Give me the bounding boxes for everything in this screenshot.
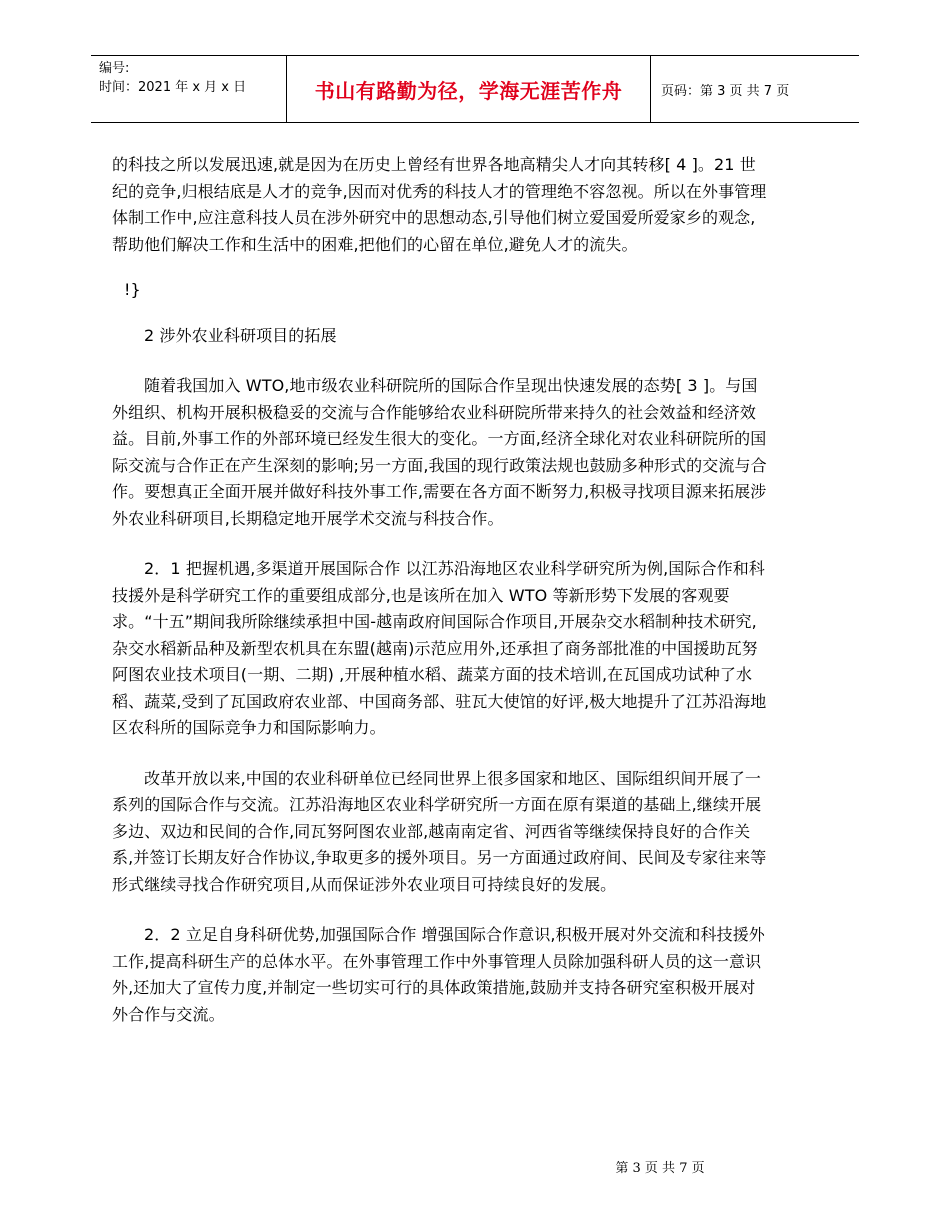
header-meta <box>99 59 285 97</box>
date-line: 时间：2021 年 x 月 x 日 <box>99 80 247 95</box>
page-header <box>91 55 859 123</box>
paragraph-wto: 随着我国加入 WTO,地市级农业科研院所的国际合作呈现出快速发展的态势[ 3 ]。与国外组织、机构开展积极稳妥的交流与合作能够给农业科研院所带来持久的社会效益和经济效益。目前,外事工作的外部环境已经发生很大的变化。一方面,经济全球化对农业科研院所的国际交流与合作正在产生深刻的影响;另一方面,我国的现行政策法规也鼓励多种形式的交流与合作。要想真正全面开展并做好科技外事工作,需要在各方面不断努力,积极寻找项目源来拓展涉外农业科研项目,长期稳定地开展学术交流与科技合作。 <box>112 376 767 528</box>
paragraph-2-1: 2．1 把握机遇,多渠道开展国际合作 以江苏沿海地区农业科学研究所为例,国际合作和科技援外是科学研究工作的重要组成部分,也是该所在加入 WTO 等新形势下发展的客观要求。“十五”期间我所除继续承担中国-越南政府间国际合作项目,开展杂交水稻制种技术研究,杂交水稻新品种及新型农机具在东盟(越南)示范应用外,还承担了商务部批准的中国援助瓦努阿图农业技术项目(一期、二期) ,开展种植水稻、蔬菜方面的技术培训,在瓦国成功试种了水稻、蔬菜,受到了瓦国政府农业部、中国商务部、驻瓦大使馆的好评,极大地提升了江苏沿海地区农科所的国际竞争力和国际影响力。 <box>112 559 767 737</box>
paragraph-intro: 的科技之所以发展迅速,就是因为在历史上曾经有世界各地高精尖人才向其转移[ 4 ]。21 世纪的竞争,归根结底是人才的竞争,因而对优秀的科技人才的管理绝不容忽视。所以在外事管理体制工作中,应注意科技人员在涉外研究中的思想动态,引导他们树立爱国爱所爱家乡的观念,帮助他们解决工作和生活中的困难,把他们的心留在单位,避免人才的流失。 <box>112 155 767 254</box>
paragraph-reform: 改革开放以来,中国的农业科研单位已经同世界上很多国家和地区、国际组织间开展了一系列的国际合作与交流。江苏沿海地区农业科学研究所一方面在原有渠道的基础上,继续开展多边、双边和民间的合作,同瓦努阿图农业部,越南南定省、河西省等继续保持良好的合作关系,并签订长期友好合作协议,争取更多的援外项目。另一方面通过政府间、民间及专家往来等形式继续寻找合作研究项目,从而保证涉外农业项目可持续良好的发展。 <box>112 768 767 894</box>
header-page-info: 页码：第 3 页 共 7 页 <box>661 83 790 99</box>
stray-mark: !} <box>124 280 141 299</box>
header-motto: 书山有路勤为径，学海无涯苦作舟 <box>314 78 623 103</box>
paragraph-2-2: 2．2 立足自身科研优势,加强国际合作 增强国际合作意识,积极开展对外交流和科技援外工作,提高科研生产的总体水平。在外事管理工作中外事管理人员除加强科研人员的这一意识外,还加大了宣传力度,并制定一些切实可行的具体政策措施,鼓励并支持各研究室积极开展对外合作与交流。 <box>112 925 765 1024</box>
section-heading: 2 涉外农业科研项目的拓展 <box>144 325 337 345</box>
document-body <box>112 152 767 1028</box>
doc-number-label: 编号: <box>99 61 130 76</box>
page-footer: 第 3 页 共 7 页 <box>615 1161 705 1176</box>
